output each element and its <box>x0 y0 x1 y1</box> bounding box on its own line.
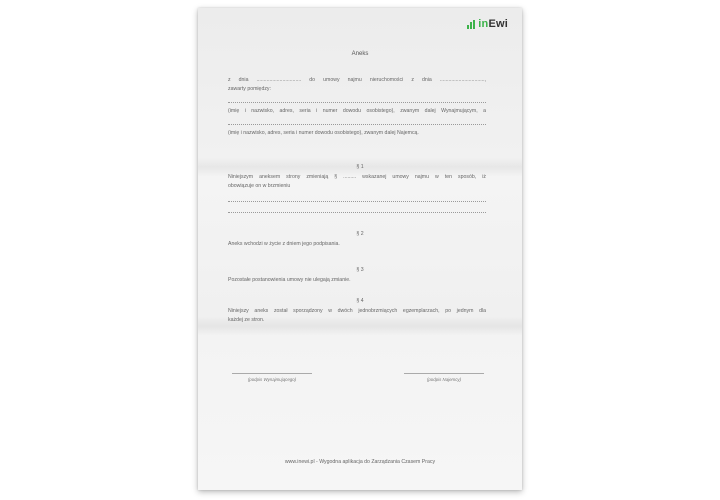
document-page <box>198 8 522 490</box>
party2-description: (imię i nazwisko, adres, seria i numer dowodu osobistego), zwanym dalej Najemcą. <box>228 130 419 136</box>
party2-dotted-line <box>228 124 486 125</box>
party1-dotted-line <box>228 102 486 103</box>
logo-text-prefix: in <box>478 18 489 30</box>
section-4-line-2: każdej ze stron. <box>228 317 265 323</box>
signature-line-tenant <box>404 373 484 374</box>
section-1-dotted-line-2 <box>228 212 486 213</box>
signature-label-landlord: (podpis Wynajmującego) <box>247 377 297 382</box>
section-2-heading: § 2 <box>356 231 364 237</box>
section-1-dotted-line-1 <box>228 201 486 202</box>
section-1-line-2: obowiązuje on w brzmieniu <box>228 183 291 189</box>
document-title: Aneks <box>351 51 369 57</box>
section-4-line-1: Niniejszy aneks został sporządzony w dwóch jednobrzmiących egzemplarzach, po jednym dla <box>228 308 486 314</box>
intro-line-1: z dnia ............................... do umowy najmu nieruchomości z dnia ..............................., <box>228 77 486 83</box>
signature-label-tenant: (podpis Najemcy) <box>426 377 462 382</box>
section-2-line-1: Aneks wchodzi w życie z dniem jego podpisania. <box>228 241 340 247</box>
logo-text-rest: Ewi <box>488 18 508 30</box>
signature-line-landlord <box>232 373 312 374</box>
section-1-line-1: Niniejszym aneksem strony zmieniają § ......... wskazanej umowy najmu w ten sposób, iż <box>228 174 486 180</box>
section-1-heading: § 1 <box>356 164 364 170</box>
section-4-heading: § 4 <box>356 298 364 304</box>
section-3-heading: § 3 <box>356 267 364 273</box>
inewi-logo <box>467 18 508 30</box>
section-3-line-1: Pozostałe postanowienia umowy nie ulegają zmianie. <box>228 277 351 283</box>
intro-line-2: zawarty pomiędzy: <box>228 86 271 92</box>
party1-description: (imię i nazwisko, adres, seria i numer dowodu osobistego), zwanym dalej Wynajmującym, a <box>228 108 486 114</box>
document-footer: www.inewi.pl - Wygodna aplikacja do Zarządzania Czasem Pracy <box>284 459 436 465</box>
bars-icon <box>467 20 475 29</box>
logo-text <box>478 18 508 30</box>
